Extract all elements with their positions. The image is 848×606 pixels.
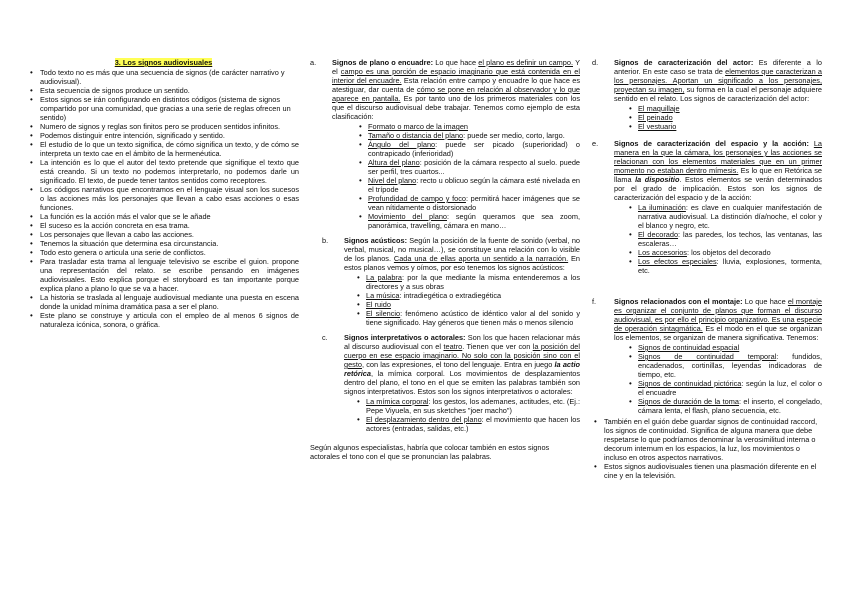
section-f: f. Signos relacionados con el montaje: Lo que hace el montaje es organizar el conjunto de planos que forman el discurso audiovisual, es por ello el principio organizativo. Es una especie de operación sintagmática. Es el modo en el que se organizan los elementos, se organizan de manera significativa. Tenemos: • Signos de continuidad espacial • Signos de continuidad temporal: fundidos, encadenados, cortinillas, leyendas indicadoras de tiempo, etc. • Signos de continuidad pictórica: según la luz, el color o el encuadre • Signos de duración de la toma: el inserto, el congelado, cámara lenta, el flash, plano secuencia, etc. xyxy=(592,297,822,415)
list-item: • La iluminación: es clave en cualquier manifestación de narrativa audiovisual. La distinción día/noche, el color y el blanco y negro, etc. xyxy=(628,203,822,230)
list-item: • El ruido xyxy=(356,300,580,309)
list-item: • Altura del plano: posición de la cámara respecto al suelo. puede ser perfil, tres cuartos... xyxy=(358,158,580,176)
list-item: • El suceso es la acción concreta en esa trama. xyxy=(28,221,299,230)
list-item: • Movimiento del plano: según queramos que sea zoom, panorámica, travelling, cámara en mano… xyxy=(358,212,580,230)
list-item: • Signos de continuidad temporal: fundidos, encadenados, cortinillas, leyendas indicadoras de tiempo, etc. xyxy=(628,352,822,379)
list-item: • La mímica corporal: los gestos, los ademanes, actitudes, etc. (Ej.: Pepe Viyuela, en sus sketches "joer macho") xyxy=(356,397,580,415)
list-item: • Todo esto genera o articula una serie de conflictos. xyxy=(28,248,299,257)
section-heading: Signos relacionados con el montaje: xyxy=(614,297,743,306)
list-item: • El maquillaje xyxy=(628,104,822,113)
list-item: • Signos de duración de la toma: el inserto, el congelado, cámara lenta, el flash, plano secuencia, etc. xyxy=(628,397,822,415)
closing-paragraph: Según algunos especialistas, habría que colocar también en estos signos actorales el tono con el que se pronuncian las palabras. xyxy=(310,443,550,461)
list-item: • El peinado xyxy=(628,113,822,122)
list-item: • La historia se traslada al lenguaje audiovisual mediante una puesta en escena donde la unidad mínima dramática pasa a ser el plano. xyxy=(28,293,299,311)
list-item: • Tenemos la situación que determina esa circunstancia. xyxy=(28,239,299,248)
list-item: • Nivel del plano: recto u oblicuo según la cámara esté nivelada en el trípode xyxy=(358,176,580,194)
list-item: • Signos de continuidad pictórica: según la luz, el color o el encuadre xyxy=(628,379,822,397)
list-item: • Formato o marco de la imagen xyxy=(358,122,580,131)
list-item: • Todo texto no es más que una secuencia de signos (de carácter narrativo y audiovisual). xyxy=(28,68,299,86)
section-e: e. Signos de caracterización del espacio y la acción: La manera en la que la cámara, los personajes y las acciones se relacionan con los elementos materiales que en un primer momento no estaban dentro mímesis. Es lo que en Retórica se llama la dispositio. Estos elementos se verán determinados por el grado de implicación. Estos son los signos de caracterización del espacio y de la acción: • La iluminación: es clave en cualquier manifestación de narrativa audiovisual. La distinción día/noche, el color y el blanco y negro, etc. • El decorado: las paredes, los techos, las ventanas, las escaleras… • Los accesorios: los objetos del decorado • Los efectos especiales: lluvia, explosiones, tormenta, etc. xyxy=(592,139,822,275)
list-item: • Este plano se construye y articula con el empleo de al menos 6 signos de naturaleza icónica, sonora, o gráfica. xyxy=(28,311,299,329)
list-item: • Numero de signos y reglas son finitos pero se producen sentidos infinitos. xyxy=(28,122,299,131)
list-item: • La música: intradiegética o extradiegética xyxy=(356,291,580,300)
sublist xyxy=(628,104,822,131)
list-item: • Ángulo del plano: puede ser picado (superioridad) o contrapicado (inferioridad) xyxy=(358,140,580,158)
list-item: • El decorado: las paredes, los techos, las ventanas, las escaleras… xyxy=(628,230,822,248)
list-item: • Estos signos se irán configurando en distintos códigos (sistema de signos compartido por una comunidad, que gracias a una serie de reglas ofrecen un sentido) xyxy=(28,95,299,122)
section-c: c. Signos interpretativos o actorales: Son los que hacen relacionar más al discurso audiovisual con el teatro. Tienen que ver con la posición del cuerpo en ese espacio imaginario. No solo con la posición sino con el gesto, con las expresiones, el tono del lenguaje. Entra en juego la actio retórica, la mímica corporal. Los movimientos de desplazamientos dentro del plano, el tono en el que se emiten las palabras también son signos interpretativos. Estos son los signos interpretativos o actorales: • La mímica corporal: los gestos, los ademanes, actitudes, etc. (Ej.: Pepe Viyuela, en sus sketches "joer macho") • El desplazamiento dentro del plano: el movimiento que hacen los actores (entradas, salidas, etc.) xyxy=(322,333,580,433)
section-heading: Signos de plano o encuadre: xyxy=(332,58,434,67)
list-item: • Los códigos narrativos que encontramos en el lenguaje visual son los sucesos o las acciones más los personajes que llevan a cabo esas acciones o esas funciones. xyxy=(28,185,299,212)
intro-list xyxy=(28,68,299,329)
list-item: • El desplazamiento dentro del plano: el movimiento que hacen los actores (entradas, salidas, etc.) xyxy=(356,415,580,433)
section-heading: Signos acústicos: xyxy=(344,236,408,245)
section-letter: d. xyxy=(592,58,599,67)
list-item: • Podemos distinguir entre intención, significado y sentido. xyxy=(28,131,299,140)
section-b: b. Signos acústicos: Según la posición de la fuente de sonido (verbal, no verbal, musical, no musical…), se constituye una relación con lo visible de los planos. Cada una de ellas aporta un sentido a la narración. En estos planos vemos y oímos, por eso tenemos los signos acústicos: • La palabra: por la que mediante la misma entenderemos a los directores y a sus obras • La música: intradiegética o extradiegética • El ruido • El silencio: fenómeno acústico de idéntico valor al del sonido y tiene significado. Hay géneros que tienen más o menos silencio xyxy=(322,236,580,327)
list-item: • Los efectos especiales: lluvia, explosiones, tormenta, etc. xyxy=(628,257,822,275)
sublist xyxy=(356,273,580,327)
list-item: • El estudio de lo que un texto significa, de cómo significa un texto, y de cómo se interpreta un texto cae en el ámbito de la hermenéutica. xyxy=(28,140,299,158)
sublist xyxy=(358,122,580,230)
section-letter: e. xyxy=(592,139,599,148)
list-item: • Profundidad de campo y foco: permitirá hacer imágenes que se vean nítidamente o distorsionado xyxy=(358,194,580,212)
list-item: • Para trasladar esta trama al lenguaje televisivo se escribe el guion. propone una representación del relato. se escribe pensando en imágenes audiovisuales. Esto explica porque el storyboard es tan importante porque explica plano a plano lo que se va a hacer. xyxy=(28,257,299,293)
list-item: • El vestuario xyxy=(628,122,822,131)
list-item: • Los personajes que llevan a cabo las acciones. xyxy=(28,230,299,239)
list-item: • La función es la acción más el valor que se le añade xyxy=(28,212,299,221)
section-letter: a. xyxy=(310,58,317,67)
sublist xyxy=(356,397,580,433)
section-d: d. Signos de caracterización del actor: Es diferente a lo anterior. En este caso se trata de elementos que caracterizan a los personajes. Aportan un significado a los personajes, proyectan su imagen, su forma en la cual el personaje adquiere sentido en el relato. Los signos de caracterización del actor: • El maquillaje • El peinado • El vestuario xyxy=(592,58,822,131)
closing-list xyxy=(592,417,822,480)
list-item: • Los accesorios: los objetos del decorado xyxy=(628,248,822,257)
section-heading: Signos de caracterización del actor: xyxy=(614,58,754,67)
sublist xyxy=(628,343,822,415)
list-item: • Signos de continuidad espacial xyxy=(628,343,822,352)
section-letter: f. xyxy=(592,297,597,306)
section-letter: b. xyxy=(322,236,329,245)
list-item: • La intención es lo que el autor del texto pretende que signifique el texto que está creando. Si un texto no podemos interpretarlo, no podemos darle un significado. El texto, de puede tener tantos sentidos como receptores. xyxy=(28,158,299,185)
list-item: • También en el guión debe guardar signos de continuidad raccord, los signos de continuidad. Significa de alguna manera que debe respetarse lo que podríamos denominar la verosimilitud interna o decorum internum en los espacios, la luz, los movimientos o incluso en otros aspectos narrativos. xyxy=(592,417,822,462)
list-item: • Tamaño o distancia del plano: puede ser medio, corto, largo. xyxy=(358,131,580,140)
column-middle xyxy=(310,58,580,461)
section-letter: c. xyxy=(322,333,328,342)
section-heading: Signos interpretativos o actorales: xyxy=(344,333,466,342)
section-a: a. Signos de plano o encuadre: Lo que hace el plano es definir un campo. Y el campo es una porción de espacio imaginario que está contenida en el interior del encuadre. Esta relación entre campo y encuadre lo que hace es atestiguar, dar cuenta de cómo se pone en relación al observador y lo que aparece en pantalla. Es por tanto uno de los primeros materiales con los que el discurso audiovisual debe trabajar. Tenemos como ejemplo de esta clasificación: • Formato o marco de la imagen • Tamaño o distancia del plano: puede ser medio, corto, largo. • Ángulo del plano: puede ser picado (superioridad) o contrapicado (inferioridad) • Altura del plano: posición de la cámara respecto al suelo. puede ser perfil, tres cuartos... • Nivel del plano: recto u oblicuo según la cámara esté nivelada en el trípode • Profundidad de campo y foco: permitirá hacer imágenes que se vean nítidamente o distorsionado • Movimiento del plano: según queramos que sea zoom, panorámica, travelling, cámara en mano… xyxy=(310,58,580,230)
list-item: • El silencio: fenómeno acústico de idéntico valor al del sonido y tiene significado. Hay géneros que tienen más o menos silencio xyxy=(356,309,580,327)
section-heading: Signos de caracterización del espacio y la acción: xyxy=(614,139,809,148)
list-item: • Esta secuencia de signos produce un sentido. xyxy=(28,86,299,95)
column-right xyxy=(592,58,822,480)
section-title: 3. Los signos audiovisuales xyxy=(114,58,213,67)
list-item: • La palabra: por la que mediante la misma entenderemos a los directores y a sus obras xyxy=(356,273,580,291)
list-item: • Estos signos audiovisuales tienen una plasmación diferente en el cine y en la televisión. xyxy=(592,462,822,480)
column-left xyxy=(28,58,299,329)
sublist xyxy=(628,203,822,275)
